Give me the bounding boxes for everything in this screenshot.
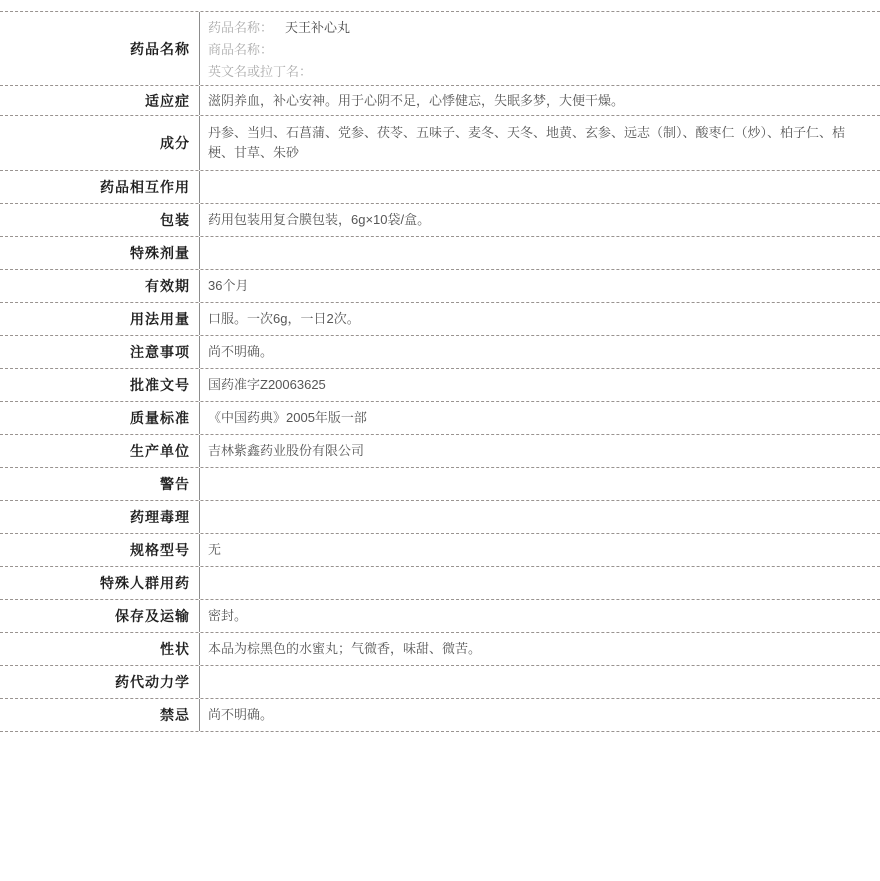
row-label: 保存及运输 [0, 600, 200, 632]
row-contraindications [0, 699, 880, 732]
row-packaging [0, 204, 880, 237]
row-value [200, 171, 880, 203]
row-specification [0, 534, 880, 567]
drug-name-line [208, 17, 350, 39]
row-value [200, 501, 880, 533]
row-label: 成分 [0, 116, 200, 170]
drug-name-value: 天王补心丸 [285, 19, 351, 35]
latin-name-sublabel: 英文名或拉丁名： [208, 63, 313, 79]
row-characteristics [0, 633, 880, 666]
row-warning [0, 468, 880, 501]
row-quality-standard [0, 402, 880, 435]
row-label: 特殊人群用药 [0, 567, 200, 599]
row-value: 36个月 [208, 278, 249, 293]
row-label: 特殊剂量 [0, 237, 200, 269]
row-drug-interactions [0, 171, 880, 204]
row-label: 警告 [0, 468, 200, 500]
row-label: 药理毒理 [0, 501, 200, 533]
row-pharmacology-toxicology [0, 501, 880, 534]
drug-info-table [0, 11, 880, 732]
drug-name-sublabel: 药品名称： [208, 19, 274, 35]
row-value: 滋阴养血，补心安神。用于心阴不足，心悸健忘，失眠多梦，大便干燥。 [208, 92, 625, 108]
row-value: 口服。一次6g，一日2次。 [208, 311, 360, 326]
row-label: 用法用量 [0, 303, 200, 335]
row-label: 适应症 [0, 86, 200, 115]
row-dosage-usage [0, 303, 880, 336]
row-special-populations [0, 567, 880, 600]
row-label: 药品名称 [0, 12, 200, 85]
row-special-dosage [0, 237, 880, 270]
row-value: 尚不明确。 [208, 707, 274, 722]
row-value [200, 468, 880, 500]
row-value [200, 12, 880, 85]
row-label: 注意事项 [0, 336, 200, 368]
row-value: 丹参、当归、石菖蒲、党参、茯苓、五味子、麦冬、天冬、地黄、玄参、远志（制）、酸枣仁（炒）、柏子仁、桔梗、甘草、朱砂 [208, 125, 846, 160]
row-approval-number [0, 369, 880, 402]
row-label: 质量标准 [0, 402, 200, 434]
trade-name-sublabel: 商品名称： [208, 41, 274, 57]
row-value: 尚不明确。 [208, 344, 274, 359]
row-storage-transport [0, 600, 880, 633]
row-label: 生产单位 [0, 435, 200, 467]
row-label: 规格型号 [0, 534, 200, 566]
row-label: 有效期 [0, 270, 200, 302]
row-value: 国药准字Z20063625 [208, 377, 326, 392]
row-ingredients [0, 116, 880, 171]
row-value: 药用包装用复合膜包装，6g×10袋/盒。 [208, 212, 431, 227]
row-value: 无 [208, 542, 222, 557]
row-label: 批准文号 [0, 369, 200, 401]
row-label: 禁忌 [0, 699, 200, 731]
row-value: 吉林紫鑫药业股份有限公司 [208, 443, 365, 458]
row-manufacturer [0, 435, 880, 468]
row-value: 本品为棕黑色的水蜜丸；气微香，味甜、微苦。 [208, 641, 482, 656]
row-drug-name [0, 12, 880, 86]
row-value [200, 237, 880, 269]
row-precautions [0, 336, 880, 369]
row-label: 性状 [0, 633, 200, 665]
row-indications [0, 86, 880, 116]
row-label: 包装 [0, 204, 200, 236]
row-value: 密封。 [208, 608, 248, 623]
row-value: 《中国药典》2005年版一部 [208, 410, 367, 425]
row-value [200, 567, 880, 599]
row-label: 药代动力学 [0, 666, 200, 698]
row-pharmacokinetics [0, 666, 880, 699]
row-shelf-life [0, 270, 880, 303]
row-value [200, 666, 880, 698]
row-label: 药品相互作用 [0, 171, 200, 203]
